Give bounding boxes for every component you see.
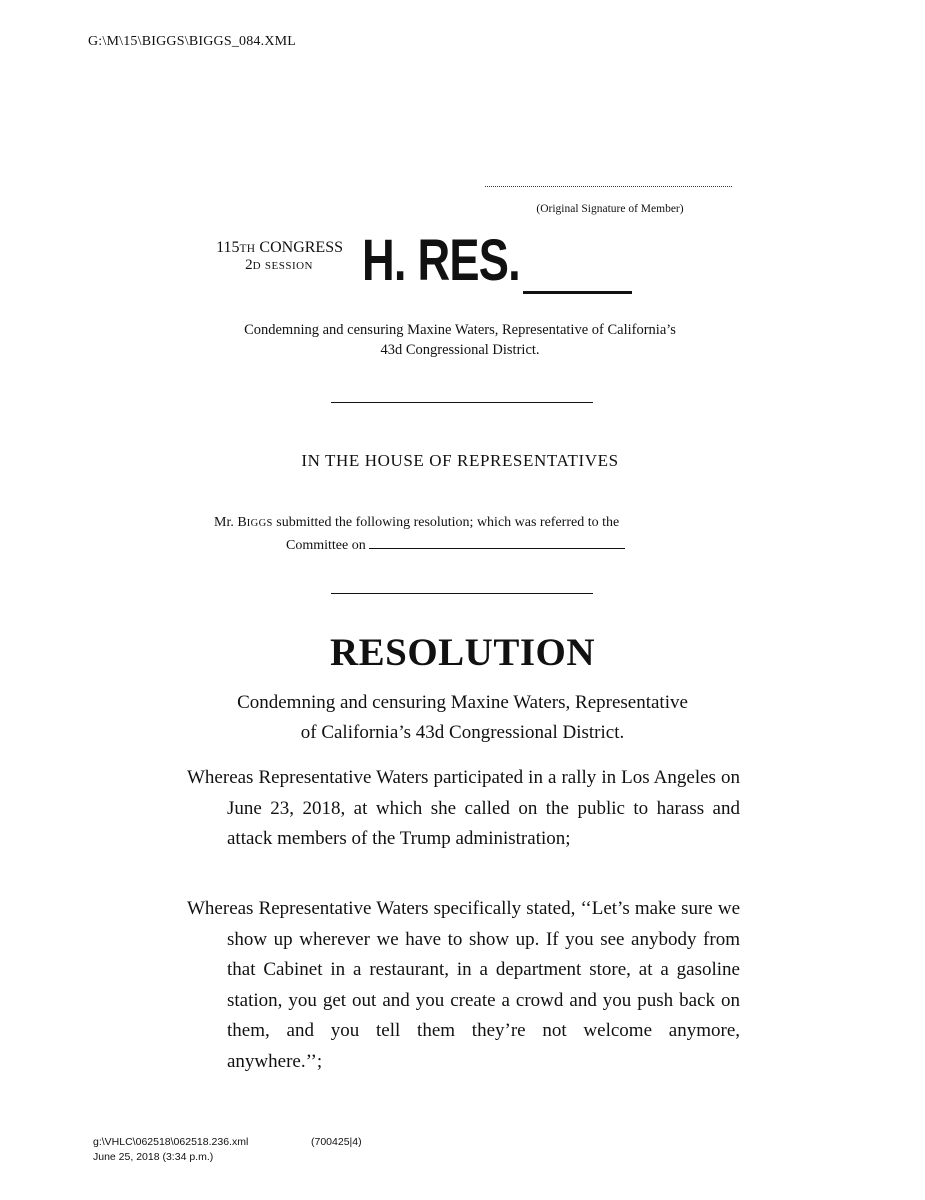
session-label — [178, 257, 313, 274]
sponsor-initial: B — [237, 515, 247, 530]
short-title — [140, 320, 780, 360]
footer-date: June 25, 2018 (3:34 p.m.) — [93, 1151, 214, 1163]
official-title — [140, 688, 785, 748]
whereas-clause: Whereas Representative Waters specifically stated, ‘‘Let’s make sure we show up wherever we have to show up. If you see anybody from that Cabinet in a restaurant, in a department store, at a gasoline station, you get out and you create a crowd and you push back on them, and you tell them they’re not welcome anymore, anywhere.’’; — [187, 898, 740, 1072]
divider — [331, 593, 593, 594]
submission-prefix: Mr. — [214, 515, 238, 530]
measure-number-blank — [523, 291, 632, 294]
sponsor-rest: IGGS — [246, 518, 273, 529]
official-title-line-1: Condemning and censuring Maxine Waters, Representative — [237, 692, 688, 713]
file-path: G:\M\15\BIGGS\BIGGS_084.XML — [88, 34, 297, 49]
whereas-clause: Whereas Representative Waters participated in a rally in Los Angeles on June 23, 2018, at which she called on the public to harass and attack members of the Trump administration; — [187, 767, 740, 849]
session-suffix: D — [252, 260, 262, 272]
submission-line-1 — [214, 513, 724, 534]
short-title-line-1: Condemning and censuring Maxine Waters, Representative of California’s — [244, 322, 676, 338]
session-word: SESSION — [264, 260, 313, 272]
short-title-line-2: 43d Congressional District. — [380, 342, 540, 358]
congress-number: 115 — [216, 239, 240, 256]
submission-text: submitted the following resolution; which was referred to the — [272, 515, 620, 530]
committee-blank — [369, 534, 625, 549]
house-heading: IN THE HOUSE OF REPRESENTATIVES — [301, 451, 619, 470]
footer-code: (700425|4) — [311, 1136, 362, 1148]
submission-statement — [214, 513, 724, 556]
congress-label — [178, 239, 343, 258]
congress-suffix: TH — [239, 243, 256, 255]
signature-caption: (Original Signature of Member) — [536, 203, 684, 215]
resolution-heading: RESOLUTION — [329, 631, 596, 674]
footer-file-ref: g:\VHLC\062518\062518.236.xml — [93, 1136, 249, 1148]
congress-word: CONGRESS — [259, 239, 343, 256]
divider — [331, 402, 593, 403]
committee-label: Committee on — [286, 538, 370, 553]
measure-title: H. RES. — [362, 228, 520, 293]
signature-line — [485, 186, 732, 187]
session-number: 2 — [245, 257, 253, 273]
submission-line-2 — [214, 534, 724, 556]
official-title-line-2: of California’s 43d Congressional District. — [300, 722, 625, 743]
